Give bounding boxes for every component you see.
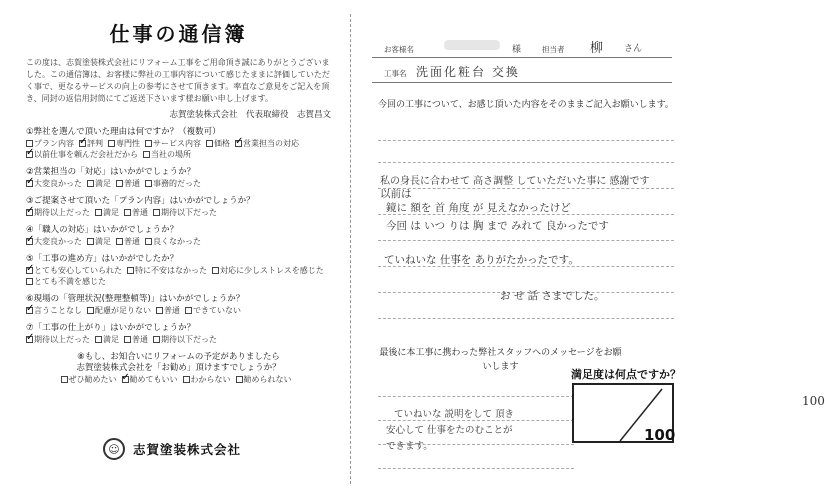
question-8-option[interactable] xyxy=(61,374,117,385)
option-label: 満足 xyxy=(95,179,111,188)
checkbox-icon[interactable] xyxy=(95,209,102,216)
checkbox-icon[interactable] xyxy=(153,336,160,343)
question-4-option[interactable] xyxy=(145,236,201,247)
question-title: ⑤「工事の進め方」はいかがでしたか？ xyxy=(26,254,179,264)
question-8 xyxy=(26,352,331,385)
option-label: 大変良かった xyxy=(34,237,82,246)
checkbox-icon[interactable] xyxy=(206,140,213,147)
question-6 xyxy=(26,294,331,316)
question-1 xyxy=(26,127,331,160)
option-label: 当社の場所 xyxy=(151,150,191,159)
question-6-option[interactable] xyxy=(87,305,151,316)
ruled-line xyxy=(378,140,674,141)
header-underline xyxy=(372,57,672,58)
score-max: 100 xyxy=(644,426,676,444)
checked-box-icon[interactable] xyxy=(122,376,129,383)
checkbox-icon[interactable] xyxy=(185,307,192,314)
question-title: ③ご提案させて頂いた「プラン内容」はいかがでしょうか？ xyxy=(26,196,255,206)
question-7-option[interactable] xyxy=(124,334,148,345)
option-label: 良くなかった xyxy=(153,237,201,246)
checkbox-icon[interactable] xyxy=(145,180,152,187)
ruled-line xyxy=(378,188,674,189)
message-line: 安心して 仕事をたのむことが xyxy=(386,425,513,436)
staff-label: 担当者 xyxy=(542,45,565,54)
question-8-option[interactable] xyxy=(236,374,292,385)
comment-line: お せ 話 さまでした。 xyxy=(500,290,605,302)
checkbox-icon[interactable] xyxy=(153,209,160,216)
question-3-option[interactable] xyxy=(95,207,119,218)
question-3-option[interactable] xyxy=(124,207,148,218)
message-line: ていねいな 説明をして 頂き xyxy=(394,409,515,420)
question-6-option[interactable] xyxy=(156,305,180,316)
customer-label: お客様名 xyxy=(384,45,414,54)
ruled-line xyxy=(378,468,574,469)
comment-line: 今回 は いつ りは 胸 まで みれて 良かったです xyxy=(386,220,609,232)
question-title: ⑥現場の「管理状況(整理整頓等)」はいかがでしょうか？ xyxy=(26,294,245,304)
question-3-option[interactable] xyxy=(153,207,217,218)
checked-box-icon[interactable] xyxy=(26,209,33,216)
comments-panel xyxy=(372,0,825,495)
option-label: 満足 xyxy=(95,237,111,246)
option-label: サービス内容 xyxy=(153,139,201,148)
ruled-line xyxy=(378,420,574,421)
question-2-option[interactable] xyxy=(145,178,201,189)
comment-prompt: 今回の工事について、お感じ頂いた内容をそのままご記入お願いします。 xyxy=(378,100,674,110)
company-footer xyxy=(103,438,241,460)
page-title: 仕事の通信簿 xyxy=(109,22,248,46)
question-4-option[interactable] xyxy=(26,236,82,247)
checkbox-icon[interactable] xyxy=(95,336,102,343)
header-row xyxy=(372,38,672,58)
question-title: ④「職人の対応」はいかがでしょうか？ xyxy=(26,225,179,235)
question-8-title-line1: ⑧もし、お知合いにリフォームの予定がありましたら xyxy=(77,352,280,362)
question-1-option[interactable] xyxy=(143,149,191,160)
message-line: できます。 xyxy=(386,441,433,452)
question-list xyxy=(26,127,331,345)
staff-suffix: さん xyxy=(624,44,643,54)
question-1-option[interactable] xyxy=(26,149,138,160)
question-8-title-line2: 志賀塗装株式会社を「お勧め」頂けますでしょうか？ xyxy=(76,363,281,373)
question-options xyxy=(26,178,331,189)
ruled-line xyxy=(378,318,674,319)
staff-name: 柳 xyxy=(590,41,604,56)
question-3 xyxy=(26,196,331,218)
option-label: 普通 xyxy=(132,335,148,344)
question-title: ⑦「工事の仕上がり」はいかがでしょうか？ xyxy=(26,323,196,333)
checkbox-icon[interactable] xyxy=(143,151,150,158)
option-label: 普通 xyxy=(132,208,148,217)
checkbox-icon[interactable] xyxy=(61,376,68,383)
option-label: 専門性 xyxy=(116,139,140,148)
checked-box-icon[interactable] xyxy=(79,140,86,147)
option-label: できていない xyxy=(193,306,241,315)
option-label: 期待以下だった xyxy=(161,208,217,217)
question-1-option[interactable] xyxy=(235,138,299,149)
checked-box-icon[interactable] xyxy=(26,336,33,343)
work-value: 洗面化粧台 交換 xyxy=(416,65,520,79)
checked-box-icon[interactable] xyxy=(26,238,33,245)
checkbox-icon[interactable] xyxy=(26,140,33,147)
question-7-option[interactable] xyxy=(95,334,119,345)
option-label: 普通 xyxy=(124,179,140,188)
question-5-option[interactable] xyxy=(26,265,122,276)
question-options xyxy=(26,138,331,160)
question-8-option[interactable] xyxy=(122,374,178,385)
checkbox-icon[interactable] xyxy=(116,238,123,245)
option-label: 普通 xyxy=(164,306,180,315)
work-underline xyxy=(372,82,672,83)
checkbox-icon[interactable] xyxy=(145,238,152,245)
score-value: 100 xyxy=(802,394,825,408)
option-label: 評判 xyxy=(87,139,103,148)
question-6-option[interactable] xyxy=(26,305,82,316)
option-label: 事務的だった xyxy=(153,179,201,188)
option-label: 勧めてもいい xyxy=(129,375,178,384)
checked-box-icon[interactable] xyxy=(26,151,33,158)
question-8-options xyxy=(26,374,331,385)
option-label: 期待以上だった xyxy=(34,208,90,217)
option-label: 言うことなし xyxy=(34,306,82,315)
option-label: 期待以上だった xyxy=(34,335,90,344)
option-label: プラン内容 xyxy=(34,139,74,148)
option-label: ぜひ勧めたい xyxy=(68,375,117,384)
checkbox-icon[interactable] xyxy=(108,140,115,147)
checked-box-icon[interactable] xyxy=(26,307,33,314)
message-prompt: 最後に本工事に携わった弊社スタッフへのメッセージをお願いします xyxy=(379,348,622,372)
question-4-option[interactable] xyxy=(116,236,140,247)
question-2 xyxy=(26,167,331,189)
intro-text: この度は、志賀塗装株式会社にリフォーム工事をご用命頂き誠にありがとうございました。この通信簿は、お客様に弊社の工事内容について感じたままに評価していただく事で、更なるサービスの向上の参考にさせて頂きます。率直なご意見をご記入を頂き、同封の返信用封筒にてご返送下さいます様お願い申し上げます。 xyxy=(26,58,330,103)
checkbox-icon[interactable] xyxy=(183,376,190,383)
question-7 xyxy=(26,323,331,345)
option-label: 配慮が足りない xyxy=(95,306,151,315)
option-label: 期待以下だった xyxy=(161,335,217,344)
question-7-option[interactable] xyxy=(26,334,90,345)
company-logo: ☺ xyxy=(103,438,125,460)
option-label: 満足 xyxy=(103,335,119,344)
ruled-line xyxy=(378,396,574,397)
checkbox-icon[interactable] xyxy=(87,238,94,245)
option-label: 普通 xyxy=(124,237,140,246)
option-label: とても不満を感じた xyxy=(34,277,106,286)
checked-box-icon[interactable] xyxy=(235,140,242,147)
checkbox-icon[interactable] xyxy=(156,307,163,314)
question-1-option[interactable] xyxy=(206,138,230,149)
question-options xyxy=(26,265,331,287)
question-1-option[interactable] xyxy=(108,138,140,149)
checkbox-icon[interactable] xyxy=(26,278,33,285)
checkbox-icon[interactable] xyxy=(124,336,131,343)
option-label: とても安心していられた xyxy=(34,266,122,275)
work-label: 工事名 xyxy=(384,69,407,78)
question-5-option[interactable] xyxy=(212,265,324,276)
question-4 xyxy=(26,225,331,247)
question-1-option[interactable] xyxy=(79,138,103,149)
fold-line xyxy=(350,14,351,484)
question-5-option[interactable] xyxy=(26,276,106,287)
checkbox-icon[interactable] xyxy=(87,307,94,314)
question-options xyxy=(26,236,331,247)
option-label: 営業担当の対応 xyxy=(243,139,299,148)
checkbox-icon[interactable] xyxy=(145,140,152,147)
work-row xyxy=(372,62,672,82)
option-label: 価格 xyxy=(214,139,230,148)
company-name: 志賀塗装株式会社 xyxy=(133,442,242,457)
question-7-option[interactable] xyxy=(153,334,217,345)
question-1-option[interactable] xyxy=(145,138,201,149)
question-8-option[interactable] xyxy=(183,374,231,385)
option-label: 満足 xyxy=(103,208,119,217)
option-label: 以前仕事を頼んだ会社だから xyxy=(34,150,138,159)
comment-line: 鏡に 額を 首 角度 が 見えなかったけど xyxy=(386,202,571,214)
comment-line: 私の身長に合わせて 高さ調整 していただいた事に 感謝です xyxy=(380,176,650,187)
checked-box-icon[interactable] xyxy=(26,267,33,274)
question-title: ②営業担当の「対応」はいかがでしょうか？ xyxy=(26,167,196,177)
question-3-option[interactable] xyxy=(26,207,90,218)
option-label: 勧められない xyxy=(243,375,292,384)
checkbox-icon[interactable] xyxy=(87,180,94,187)
checkbox-icon[interactable] xyxy=(124,209,131,216)
checkbox-icon[interactable] xyxy=(127,267,134,274)
ruled-line xyxy=(378,240,674,241)
question-options xyxy=(26,207,331,218)
question-2-option[interactable] xyxy=(26,178,82,189)
checkbox-icon[interactable] xyxy=(212,267,219,274)
question-5-option[interactable] xyxy=(127,265,207,276)
question-6-option[interactable] xyxy=(185,305,241,316)
option-label: 大変良かった xyxy=(34,179,82,188)
question-options xyxy=(26,334,331,345)
score-title: 満足度は何点ですか？ xyxy=(571,368,681,381)
checked-box-icon[interactable] xyxy=(26,180,33,187)
comment-line: ていねいな 仕事を ありがたかったです。 xyxy=(384,254,579,266)
option-label: 対応に少しストレスを感じた xyxy=(220,266,324,275)
ruled-line xyxy=(378,162,674,163)
checkbox-icon[interactable] xyxy=(116,180,123,187)
question-2-option[interactable] xyxy=(87,178,111,189)
question-2-option[interactable] xyxy=(116,178,140,189)
signature: 志賀塗装株式会社 代表取締役 志賀昌文 xyxy=(169,110,331,120)
checkbox-icon[interactable] xyxy=(236,376,243,383)
option-label: 特に不安はなかった xyxy=(135,266,207,275)
question-options xyxy=(26,305,331,316)
customer-suffix: 様 xyxy=(512,45,522,55)
question-4-option[interactable] xyxy=(87,236,111,247)
comment-line: 以前は xyxy=(380,188,412,200)
questionnaire-panel xyxy=(26,18,331,385)
customer-name-redacted xyxy=(444,40,500,50)
question-5 xyxy=(26,254,331,287)
option-label: わからない xyxy=(190,375,231,384)
question-title: ①弊社を選んで頂いた理由は何ですか？（複数可） xyxy=(26,127,221,137)
